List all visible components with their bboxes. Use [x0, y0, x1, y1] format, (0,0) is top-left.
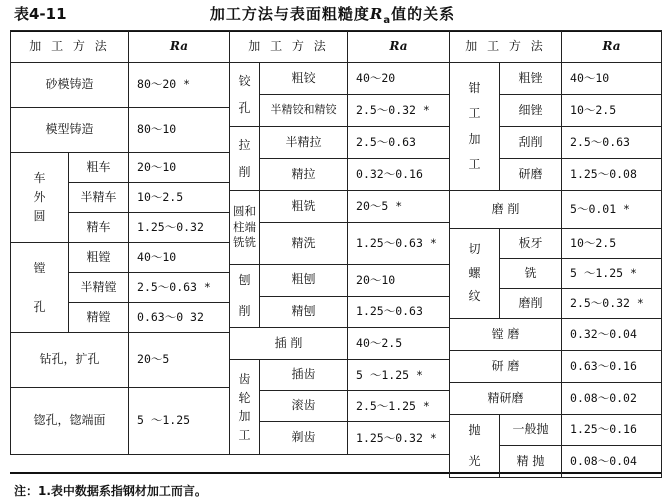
ra-cell: 20～5	[129, 333, 230, 388]
ra-cell: 40～10	[562, 63, 662, 95]
method-cell: 钻孔，扩孔	[11, 333, 129, 388]
ra-cell: 80～20 *	[129, 63, 230, 108]
method-cell: 锪孔，锪端面	[11, 388, 129, 455]
method-cell: 一般抛	[500, 415, 562, 446]
header-ra: Ra	[348, 31, 450, 63]
method-cell: 刮削	[500, 127, 562, 159]
ra-cell: 10～2.5	[129, 183, 230, 213]
ra-cell: 40～20	[348, 63, 450, 95]
method-cell: 磨削	[500, 289, 562, 319]
ra-cell: 20～5 *	[348, 191, 450, 223]
ra-cell: 1.25～0.63 *	[348, 223, 450, 265]
ra-cell: 0.08～0.04	[562, 446, 662, 478]
method-cell: 板牙	[500, 229, 562, 259]
method-cell: 滚齿	[260, 391, 348, 422]
ra-cell: 1.25～0.32	[129, 213, 230, 243]
header-ra: Ra	[562, 31, 662, 63]
ra-cell: 2.5～0.63 *	[129, 273, 230, 303]
table-header	[0, 0, 665, 28]
method-cell: 半精铰和精铰	[260, 95, 348, 127]
table-col-group-1	[10, 30, 230, 455]
table-number: 表4-11	[14, 5, 67, 23]
ra-cell: 40～10	[129, 243, 230, 273]
header-method: 加 工 方 法	[450, 31, 562, 63]
ra-cell: 20～10	[129, 153, 230, 183]
method-cell: 铣	[500, 259, 562, 289]
ra-cell: 0.32～0.16	[348, 159, 450, 191]
header-method: 加 工 方 法	[230, 31, 348, 63]
ra-cell: 0.32～0.04	[562, 319, 662, 351]
ra-cell: 5 ～1.25	[129, 388, 230, 455]
method-cell: 剃齿	[260, 422, 348, 455]
method-cell: 精拉	[260, 159, 348, 191]
ra-cell: 0.63～0.16	[562, 351, 662, 383]
method-cell: 半精拉	[260, 127, 348, 159]
group-label: 铰孔	[230, 63, 260, 127]
ra-cell: 1.25～0.63	[348, 296, 450, 328]
header-ra: Ra	[129, 31, 230, 63]
ra-cell: 80～10	[129, 108, 230, 153]
ra-cell: 1.25～0.32 *	[348, 422, 450, 455]
group-label: 切螺纹	[450, 229, 500, 319]
method-cell: 粗刨	[260, 265, 348, 297]
ra-cell: 5 ～1.25 *	[348, 360, 450, 391]
method-cell: 精刨	[260, 296, 348, 328]
ra-cell: 20～10	[348, 265, 450, 297]
group-label: 钳工加工	[450, 63, 500, 191]
table-col-group-3	[449, 30, 662, 478]
method-cell: 精 抛	[500, 446, 562, 478]
method-cell: 砂模铸造	[11, 63, 129, 108]
method-cell: 研 磨	[450, 351, 562, 383]
method-cell: 粗锉	[500, 63, 562, 95]
method-cell: 半精镗	[69, 273, 129, 303]
method-cell: 粗镗	[69, 243, 129, 273]
table-title: 加工方法与表面粗糙度$R_a$值的关系	[209, 5, 456, 26]
ra-cell: 10～2.5	[562, 229, 662, 259]
group-label: 刨削	[230, 265, 260, 328]
ra-cell: 5 ～1.25 *	[562, 259, 662, 289]
table-col-group-2	[229, 30, 450, 455]
method-cell: 半精车	[69, 183, 129, 213]
group-label: 齿轮加工	[230, 360, 260, 455]
method-cell: 插 削	[230, 328, 348, 360]
ra-cell: 0.08～0.02	[562, 383, 662, 415]
method-cell: 研磨	[500, 159, 562, 191]
ra-cell: 40～2.5	[348, 328, 450, 360]
group-label: 拉削	[230, 127, 260, 191]
method-cell: 镗 磨	[450, 319, 562, 351]
method-cell: 细锉	[500, 95, 562, 127]
method-cell: 精镗	[69, 303, 129, 333]
ra-cell: 1.25～0.08	[562, 159, 662, 191]
method-cell: 磨 削	[450, 191, 562, 229]
ra-cell: 1.25～0.16	[562, 415, 662, 446]
group-label: 镗孔	[11, 243, 69, 333]
method-cell: 插齿	[260, 360, 348, 391]
ra-cell: 10～2.5	[562, 95, 662, 127]
header-method: 加 工 方 法	[11, 31, 129, 63]
method-cell: 粗铰	[260, 63, 348, 95]
method-cell: 粗铣	[260, 191, 348, 223]
method-cell: 模型铸造	[11, 108, 129, 153]
ra-cell: 2.5～0.63	[348, 127, 450, 159]
method-cell: 精洗	[260, 223, 348, 265]
ra-cell: 2.5～0.32 *	[348, 95, 450, 127]
method-cell: 精车	[69, 213, 129, 243]
group-label: 车外圆	[11, 153, 69, 243]
ra-cell: 5～0.01 *	[562, 191, 662, 229]
group-label: 圆和柱端铣铣	[230, 191, 260, 265]
ra-cell: 2.5～0.32 *	[562, 289, 662, 319]
ra-cell: 2.5～0.63	[562, 127, 662, 159]
ra-cell: 0.63～0 32	[129, 303, 230, 333]
method-cell: 粗车	[69, 153, 129, 183]
table-note: 注：1.表中数据系指钢材加工而言。	[14, 484, 207, 498]
ra-cell: 2.5～1.25 *	[348, 391, 450, 422]
method-cell: 精研磨	[450, 383, 562, 415]
group-label: 抛光	[450, 415, 500, 478]
